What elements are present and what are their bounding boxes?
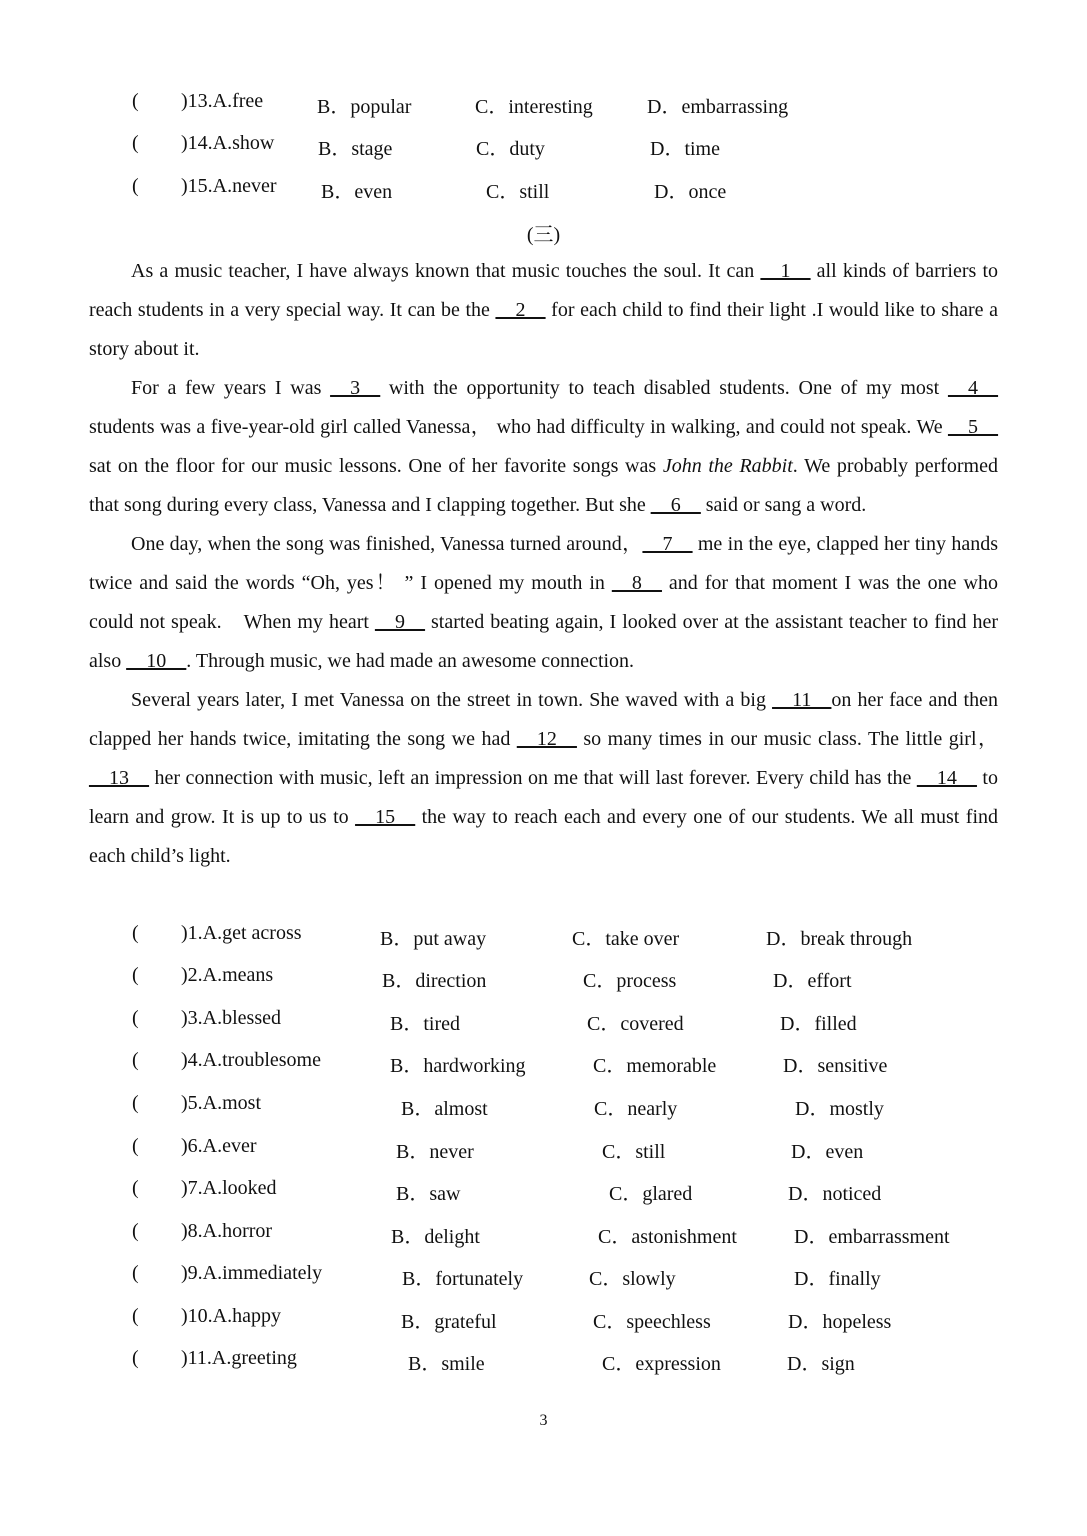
- passage-text: said or sang a word.: [700, 494, 867, 516]
- passage: [89, 252, 998, 876]
- answer-paren[interactable]: (: [132, 1305, 139, 1327]
- option-d: D．once: [654, 181, 727, 203]
- answer-paren[interactable]: (: [132, 1007, 139, 1029]
- blank-12[interactable]: __12__: [516, 728, 577, 750]
- answer-paren[interactable]: (: [132, 1135, 139, 1157]
- song-title: John the Rabbit: [662, 455, 793, 477]
- question-number-option-a: )1.A.get across: [181, 922, 302, 944]
- blank-1[interactable]: __1__: [760, 260, 811, 282]
- paragraph-2: [89, 369, 998, 525]
- option-c: C．process: [583, 970, 677, 992]
- question-number-option-a: )4.A.troublesome: [181, 1049, 321, 1071]
- option-c: C．speechless: [593, 1311, 711, 1333]
- question-number-option-a: )10.A.happy: [181, 1305, 281, 1327]
- option-b: B．almost: [401, 1098, 488, 1120]
- paragraph-1: [89, 252, 998, 369]
- question-number-option-a: )6.A.ever: [181, 1135, 257, 1157]
- answer-paren[interactable]: (: [132, 922, 139, 944]
- option-c: C．nearly: [594, 1098, 678, 1120]
- option-d: D．noticed: [788, 1183, 882, 1205]
- answer-paren[interactable]: (: [132, 175, 139, 197]
- passage-text: with the opportunity to teach disabled students. One of my most: [380, 377, 948, 399]
- passage-text: on her face and then clapped her hands twice, imitating the song we had: [89, 689, 998, 750]
- question-number-option-a: )14.A.show: [181, 132, 275, 154]
- answer-paren[interactable]: (: [132, 1092, 139, 1114]
- option-d: D．hopeless: [788, 1311, 892, 1333]
- passage-text: One day, when the song was finished, Vanessa turned around，: [131, 533, 643, 555]
- passage-text: all kinds of barriers to reach students in a very special way. It can be the: [89, 260, 999, 321]
- option-c: C．take over: [572, 928, 680, 950]
- option-b: B．direction: [382, 970, 487, 992]
- option-c: C．astonishment: [598, 1226, 737, 1248]
- option-d: D．filled: [780, 1013, 857, 1035]
- option-c: C．interesting: [475, 96, 593, 118]
- answer-paren[interactable]: (: [132, 1347, 139, 1369]
- passage-text: started beating again, I looked over at the assistant teacher to find her also: [89, 611, 999, 672]
- passage-text: sat on the floor for our music lessons. One of her favorite songs was: [89, 455, 663, 477]
- question-number-option-a: )3.A.blessed: [181, 1007, 281, 1029]
- passage-text: so many times in our music class. The little girl，: [576, 728, 998, 750]
- blank-8[interactable]: __8__: [611, 572, 662, 594]
- passage-text: and for that moment I was the one who could not speak. When my heart: [89, 572, 998, 633]
- option-b: B．even: [321, 181, 393, 203]
- option-b: B．put away: [380, 928, 487, 950]
- question-number-option-a: )13.A.free: [181, 90, 264, 112]
- section-title: (三): [526, 224, 561, 246]
- option-d: D．effort: [773, 970, 852, 992]
- blank-13[interactable]: __13__: [89, 767, 149, 789]
- option-c: C．covered: [587, 1013, 684, 1035]
- option-d: D．mostly: [795, 1098, 884, 1120]
- option-c: C．duty: [476, 138, 545, 160]
- question-number-option-a: )15.A.never: [181, 175, 277, 197]
- passage-text: For a few years I was: [131, 377, 331, 399]
- option-d: D．sensitive: [783, 1055, 888, 1077]
- blank-2[interactable]: __2__: [495, 299, 546, 321]
- question-number-option-a: )9.A.immediately: [181, 1262, 323, 1284]
- answer-paren[interactable]: (: [132, 964, 139, 986]
- option-d: D．embarrassing: [647, 96, 789, 118]
- blank-15[interactable]: __15__: [355, 806, 416, 828]
- option-d: D．sign: [787, 1353, 855, 1375]
- answer-paren[interactable]: (: [132, 1177, 139, 1199]
- paragraph-3: [89, 525, 998, 681]
- passage-text: . We probably performed that song during every class, Vanessa and I clapping together. But she: [89, 455, 998, 516]
- option-d: D．break through: [766, 928, 913, 950]
- question-number-option-a: )7.A.looked: [181, 1177, 277, 1199]
- blank-6[interactable]: __6__: [650, 494, 701, 516]
- passage-text: to learn and grow. It is up to us to: [89, 767, 998, 828]
- passage-text: As a music teacher, I have always known that music touches the soul. It can: [131, 260, 761, 282]
- option-c: C．memorable: [593, 1055, 717, 1077]
- question-number-option-a: )2.A.means: [181, 964, 274, 986]
- answer-paren[interactable]: (: [132, 1262, 139, 1284]
- question-number-option-a: )8.A.horror: [181, 1220, 273, 1242]
- question-number-option-a: )5.A.most: [181, 1092, 261, 1114]
- answer-paren[interactable]: (: [132, 1220, 139, 1242]
- option-b: B．hardworking: [390, 1055, 526, 1077]
- option-c: C．still: [602, 1141, 666, 1163]
- option-b: B．delight: [391, 1226, 480, 1248]
- option-d: D．embarrassment: [794, 1226, 950, 1248]
- passage-text: for each child to find their light .I would like to share a story about it.: [89, 299, 998, 360]
- passage-text: Several years later, I met Vanessa on the street in town. She waved with a big: [131, 689, 773, 711]
- option-b: B．smile: [408, 1353, 485, 1375]
- option-d: D．time: [650, 138, 720, 160]
- option-b: B．grateful: [401, 1311, 497, 1333]
- answer-paren[interactable]: (: [132, 132, 139, 154]
- blank-10[interactable]: __10__: [126, 650, 187, 672]
- blank-11[interactable]: __11__: [772, 689, 832, 711]
- passage-text: her connection with music, left an impression on me that will last forever. Every child has the: [149, 767, 917, 789]
- passage-text: students was a five-year-old girl called Vanessa， who had difficulty in walking, and could not speak. We: [89, 416, 948, 438]
- option-d: D．finally: [794, 1268, 881, 1290]
- passage-text: . Through music, we had made an awesome connection.: [186, 650, 635, 672]
- option-d: D．even: [791, 1141, 864, 1163]
- blank-5[interactable]: __5__: [948, 416, 998, 438]
- option-b: B．saw: [396, 1183, 461, 1205]
- blank-3[interactable]: __3__: [330, 377, 381, 399]
- option-b: B．tired: [390, 1013, 460, 1035]
- passage-text: the way to reach each and every one of our students. We all must find each child’s light.: [89, 806, 998, 867]
- option-c: C．glared: [609, 1183, 693, 1205]
- blank-14[interactable]: __14__: [916, 767, 977, 789]
- answer-paren[interactable]: (: [132, 1049, 139, 1071]
- option-b: B．stage: [318, 138, 393, 160]
- blank-9[interactable]: __9__: [374, 611, 425, 633]
- page-number: 3: [539, 1412, 548, 1429]
- passage-text: me in the eye, clapped her tiny hands twice and said the words “Oh, yes！ ” I opened my mouth in: [89, 533, 998, 594]
- option-c: C．slowly: [589, 1268, 676, 1290]
- option-c: C．expression: [602, 1353, 721, 1375]
- option-c: C．still: [486, 181, 550, 203]
- question-number-option-a: )11.A.greeting: [181, 1347, 297, 1369]
- answer-paren[interactable]: (: [132, 90, 139, 112]
- blank-4[interactable]: __4__: [948, 377, 998, 399]
- option-b: B．never: [396, 1141, 474, 1163]
- option-b: B．fortunately: [402, 1268, 524, 1290]
- blank-7[interactable]: __7__: [642, 533, 693, 555]
- option-b: B．popular: [317, 96, 412, 118]
- paragraph-4: [89, 681, 998, 876]
